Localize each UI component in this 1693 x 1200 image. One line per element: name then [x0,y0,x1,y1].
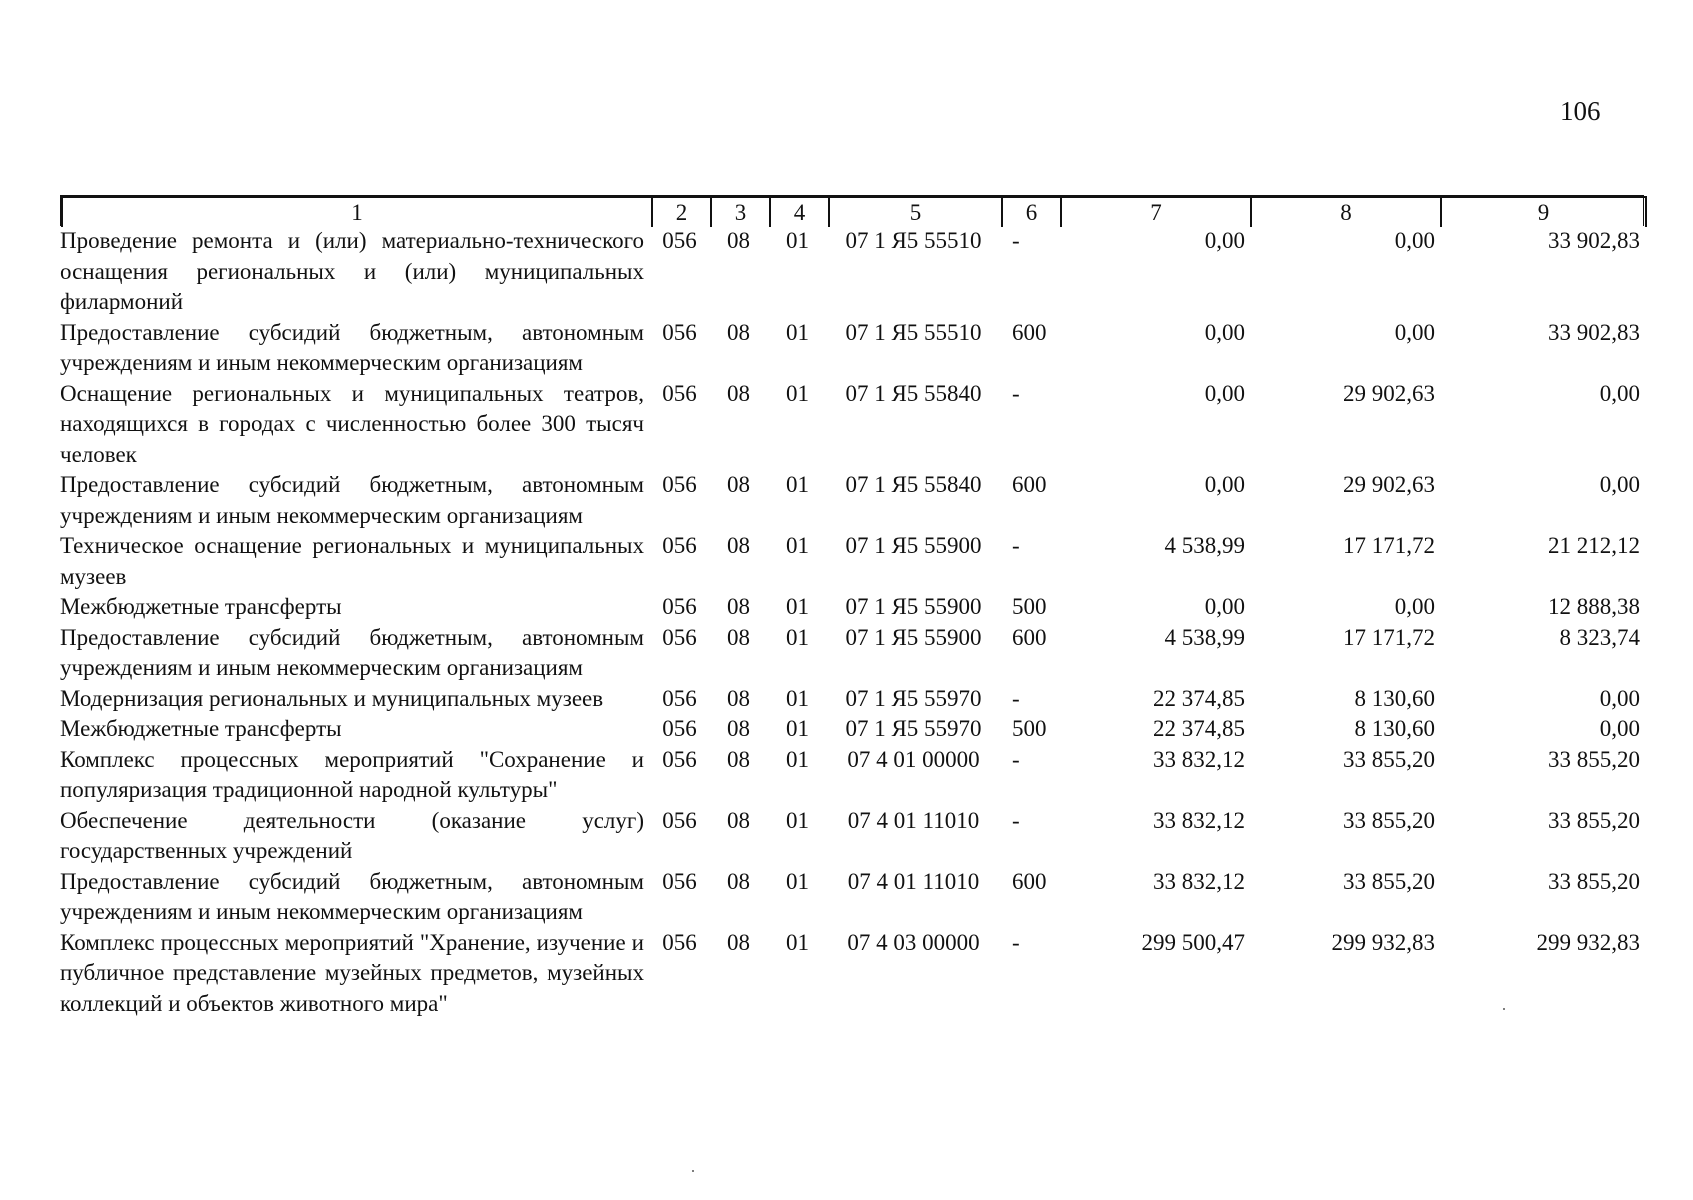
header-col-8: 8 [1251,197,1441,227]
header-col-6: 6 [1002,197,1061,227]
cell-name: Предоставление субсидий бюджетным, автономным учреждениям и иным некоммерческим организациям [60,472,644,528]
cell-col-9: 21 212,12 [1548,533,1640,558]
header-col-4: 4 [770,197,829,227]
cell-col-4: 01 [786,624,809,650]
cell-col-7: 0,00 [1204,594,1245,619]
table-row [60,623,1644,684]
cell-col-8: 33 855,20 [1343,746,1435,772]
cell-col-7: 299 500,47 [1141,929,1245,955]
cell-col-8: 8 130,60 [1354,716,1435,741]
cell-col-3: 08 [727,533,750,558]
table-row [60,592,1644,623]
cell-name: Предоставление субсидий бюджетным, автономным учреждениям и иным некоммерческим организациям [60,319,644,375]
cell-col-2: 056 [662,716,697,741]
cell-col-3: 08 [727,716,750,741]
cell-col-7: 22 374,85 [1153,685,1245,711]
cell-col-7: 4 538,99 [1164,533,1245,558]
table-row [60,684,1644,715]
cell-col-4: 01 [786,228,809,253]
cell-col-8: 8 130,60 [1354,685,1435,711]
cell-col-8: 0,00 [1394,319,1435,345]
cell-col-3: 08 [727,594,750,619]
cell-col-6: - [1012,807,1020,833]
cell-name: Предоставление субсидий бюджетным, автономным учреждениям и иным некоммерческим организациям [60,624,644,680]
cell-col-7: 4 538,99 [1164,624,1245,650]
table-row [60,867,1644,928]
cell-col-8: 0,00 [1394,228,1435,253]
cell-col-5: 07 1 Я5 55970 [845,716,982,741]
cell-col-5: 07 4 01 11010 [847,868,980,894]
cell-col-5: 07 1 Я5 55840 [845,472,982,497]
cell-col-6: - [1012,380,1020,406]
cell-col-3: 08 [727,624,750,650]
cell-col-8: 29 902,63 [1343,472,1435,497]
cell-col-5: 07 1 Я5 55840 [845,380,982,406]
cell-col-4: 01 [786,807,809,833]
cell-col-5: 07 4 01 00000 [847,746,980,772]
cell-col-4: 01 [786,472,809,497]
header-col-2: 2 [652,197,711,227]
cell-name: Обеспечение деятельности (оказание услуг) государственных учреждений [60,807,644,863]
cell-col-8: 299 932,83 [1331,929,1435,955]
cell-col-8: 33 855,20 [1343,807,1435,833]
cell-name: Проведение ремонта и (или) материально-технического оснащения региональных и (или) муниципальных филармоний [60,228,644,314]
cell-col-2: 056 [662,868,697,894]
cell-col-2: 056 [662,929,697,955]
cell-col-2: 056 [662,319,697,345]
cell-col-6: 500 [1012,716,1047,741]
cell-col-3: 08 [727,472,750,497]
cell-col-6: 500 [1012,594,1047,619]
cell-col-2: 056 [662,228,697,253]
cell-col-6: 600 [1012,868,1047,894]
header-col-9: 9 [1441,197,1646,227]
table-row [60,928,1644,1020]
cell-name: Модернизация региональных и муниципальных музеев [60,685,604,711]
cell-col-2: 056 [662,807,697,833]
cell-col-5: 07 4 01 11010 [847,807,980,833]
cell-col-4: 01 [786,594,809,619]
cell-col-4: 01 [786,929,809,955]
cell-col-2: 056 [662,746,697,772]
cell-col-5: 07 1 Я5 55900 [845,533,982,558]
cell-col-7: 0,00 [1204,380,1245,406]
table-row [60,806,1644,867]
cell-name: Межбюджетные трансферты [60,594,342,619]
table-row [60,745,1644,806]
cell-col-8: 29 902,63 [1343,380,1435,406]
cell-col-8: 33 855,20 [1343,868,1435,894]
cell-col-3: 08 [727,319,750,345]
cell-col-9: 33 855,20 [1548,868,1640,894]
cell-col-8: 0,00 [1394,594,1435,619]
cell-col-2: 056 [662,624,697,650]
cell-col-3: 08 [727,807,750,833]
cell-col-6: 600 [1012,624,1047,650]
cell-name: Предоставление субсидий бюджетным, автономным учреждениям и иным некоммерческим организациям [60,868,644,924]
cell-col-4: 01 [786,685,809,711]
cell-col-7: 0,00 [1204,228,1245,253]
cell-col-9: 33 855,20 [1548,746,1640,772]
budget-table [60,226,1644,1019]
cell-col-5: 07 4 03 00000 [847,929,980,955]
page-number: 106 [1560,96,1601,126]
cell-col-2: 056 [662,685,697,711]
cell-col-6: - [1012,228,1020,253]
table-row [60,531,1644,592]
cell-col-5: 07 1 Я5 55510 [845,228,982,253]
cell-col-4: 01 [786,380,809,406]
cell-col-7: 0,00 [1204,319,1245,345]
cell-col-5: 07 1 Я5 55900 [845,594,982,619]
cell-col-4: 01 [786,746,809,772]
cell-col-3: 08 [727,868,750,894]
cell-col-9: 0,00 [1599,685,1640,711]
cell-col-6: 600 [1012,319,1047,345]
cell-name: Комплекс процессных мероприятий "Сохранение и популяризация традиционной народной культуры" [60,746,644,802]
cell-col-3: 08 [727,685,750,711]
cell-name: Оснащение региональных и муниципальных театров, находящихся в городах с численностью более 300 тысяч человек [60,380,644,467]
cell-col-2: 056 [662,472,697,497]
cell-col-2: 056 [662,594,697,619]
cell-col-9: 0,00 [1599,472,1640,497]
cell-name: Межбюджетные трансферты [60,716,342,741]
cell-col-5: 07 1 Я5 55510 [845,319,982,345]
table-row [60,714,1644,745]
cell-col-7: 22 374,85 [1153,716,1245,741]
header-col-7: 7 [1061,197,1251,227]
cell-col-5: 07 1 Я5 55970 [845,685,982,711]
cell-col-7: 33 832,12 [1153,807,1245,833]
cell-col-9: 33 902,83 [1548,319,1640,345]
table-row [60,379,1644,471]
cell-col-4: 01 [786,716,809,741]
scan-speck [692,1170,694,1172]
table-row [60,318,1644,379]
cell-col-2: 056 [662,380,697,406]
header-col-5: 5 [829,197,1002,227]
cell-col-6: 600 [1012,472,1047,497]
cell-col-4: 01 [786,868,809,894]
cell-col-9: 0,00 [1599,716,1640,741]
cell-col-5: 07 1 Я5 55900 [845,624,982,650]
cell-col-9: 8 323,74 [1559,624,1640,650]
cell-col-4: 01 [786,319,809,345]
cell-col-7: 0,00 [1204,472,1245,497]
cell-col-7: 33 832,12 [1153,868,1245,894]
cell-col-9: 33 855,20 [1548,807,1640,833]
cell-name: Техническое оснащение региональных и муниципальных музеев [60,533,644,589]
table-header [60,195,1644,226]
cell-col-6: - [1012,746,1020,772]
cell-col-8: 17 171,72 [1343,533,1435,558]
cell-col-3: 08 [727,746,750,772]
scan-speck [1503,1008,1505,1010]
cell-col-6: - [1012,533,1020,558]
cell-col-3: 08 [727,228,750,253]
cell-name: Комплекс процессных мероприятий "Хранение, изучение и публичное представление музейных предметов, музейных коллекций и объектов животного мира" [60,929,644,1016]
cell-col-6: - [1012,685,1020,711]
table-row [60,470,1644,531]
cell-col-9: 299 932,83 [1536,929,1640,955]
cell-col-9: 12 888,38 [1548,594,1640,619]
cell-col-8: 17 171,72 [1343,624,1435,650]
cell-col-3: 08 [727,929,750,955]
cell-col-6: - [1012,929,1020,955]
header-col-3: 3 [711,197,770,227]
header-col-1: 1 [62,197,652,227]
cell-col-9: 0,00 [1599,380,1640,406]
cell-col-9: 33 902,83 [1548,228,1640,253]
cell-col-2: 056 [662,533,697,558]
cell-col-3: 08 [727,380,750,406]
cell-col-7: 33 832,12 [1153,746,1245,772]
table-row [60,226,1644,318]
cell-col-4: 01 [786,533,809,558]
